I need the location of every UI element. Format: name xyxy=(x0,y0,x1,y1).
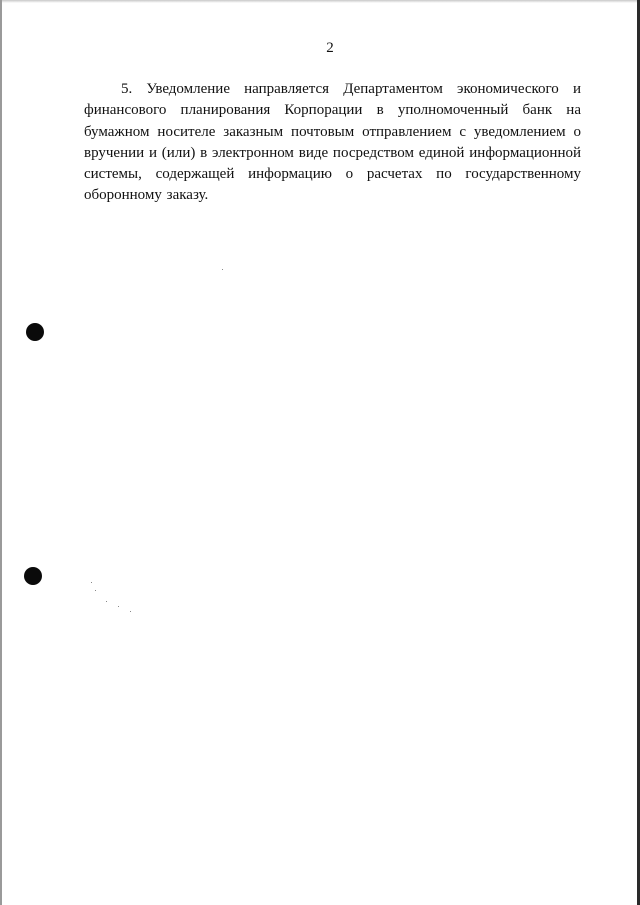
scan-speck xyxy=(95,590,96,591)
scan-speck xyxy=(91,582,92,583)
punch-hole-mark xyxy=(24,567,42,585)
scan-speck xyxy=(118,606,119,607)
scan-edge-top xyxy=(0,0,640,3)
punch-hole-mark xyxy=(26,323,44,341)
paragraph-5: 5. Уведомление направляется Департаментом экономического и финансового планирования Корпорации в уполномоченный банк на бумажном носителе заказным почтовым отправлением с уведомлением о вручении и (или) в электронном виде посредством единой информационной системы, содержащей информацию о расчетах по государственному оборонному заказу. xyxy=(84,81,581,204)
page-number: 2 xyxy=(326,40,334,56)
scan-speck xyxy=(130,611,131,612)
scan-speck xyxy=(106,601,107,602)
scan-edge-left xyxy=(0,0,2,905)
scan-speck xyxy=(222,269,223,270)
